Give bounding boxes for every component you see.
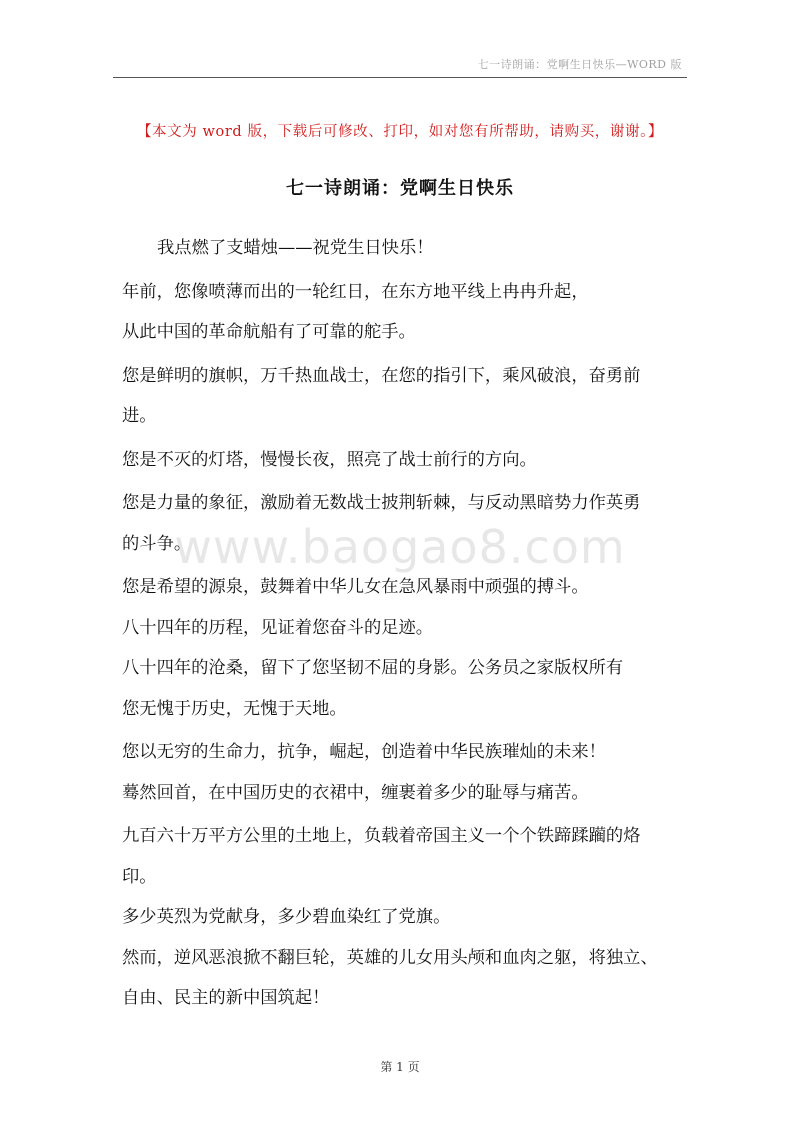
page-header: 七一诗朗诵：党啊生日快乐—WORD 版 bbox=[477, 58, 682, 71]
watermark: www.baogao8.com bbox=[174, 520, 626, 574]
body-line: 您是希望的源泉，鼓舞着中华儿女在急风暴雨中顽强的搏斗。 bbox=[122, 577, 589, 597]
body-line: 八十四年的沧桑，留下了您坚韧不屈的身影。公务员之家版权所有 bbox=[122, 658, 624, 678]
body-line: 您是力量的象征，激励着无数战士披荆斩棘，与反动黑暗势力作英勇 bbox=[122, 493, 641, 513]
body-line: 的斗争。 bbox=[122, 533, 192, 554]
body-line: 八十四年的历程，见证着您奋斗的足迹。 bbox=[122, 617, 434, 638]
download-notice: 【本文为 word 版，下载后可修改、打印，如对您有所帮助，请购买，谢谢。】 bbox=[136, 124, 664, 140]
body-line: 蓦然回首，在中国历史的衣裙中，缠裹着多少的耻辱与痛苦。 bbox=[122, 782, 589, 803]
body-line: 您以无穷的生命力，抗争，崛起，创造着中华民族璀灿的未来！ bbox=[122, 742, 606, 762]
body-line: 九百六十万平方公里的土地上，负载着帝国主义一个个铁蹄蹂躏的烙 bbox=[122, 826, 641, 846]
body-line: 然而，逆风恶浪掀不翻巨轮，英雄的儿女用头颅和血肉之躯，将独立、 bbox=[122, 947, 658, 968]
poem-body bbox=[122, 228, 690, 1019]
body-line: 您是不灭的灯塔，慢慢长夜，照亮了战士前行的方向。 bbox=[122, 449, 537, 470]
header-divider bbox=[113, 77, 687, 78]
body-line: 进。 bbox=[122, 406, 157, 426]
document-title: 七一诗朗诵：党啊生日快乐 bbox=[286, 178, 514, 199]
body-line: 您是鲜明的旗帜，万千热血战士，在您的指引下，乘风破浪，奋勇前 bbox=[122, 365, 641, 386]
body-line: 年前，您像喷薄而出的一轮红日，在东方地平线上冉冉升起， bbox=[122, 281, 589, 302]
body-line: 我点燃了支蜡烛——祝党生日快乐！ bbox=[157, 238, 434, 258]
body-line: 多少英烈为党献身，多少碧血染红了党旗。 bbox=[122, 907, 451, 927]
body-line: 自由、民主的新中国筑起！ bbox=[122, 988, 330, 1008]
body-line: 您无愧于历史，无愧于天地。 bbox=[122, 698, 347, 719]
body-line: 从此中国的革命航船有了可靠的舵手。 bbox=[122, 322, 416, 342]
page-number: 第 1 页 bbox=[380, 1060, 420, 1074]
body-line: 印。 bbox=[122, 866, 157, 887]
